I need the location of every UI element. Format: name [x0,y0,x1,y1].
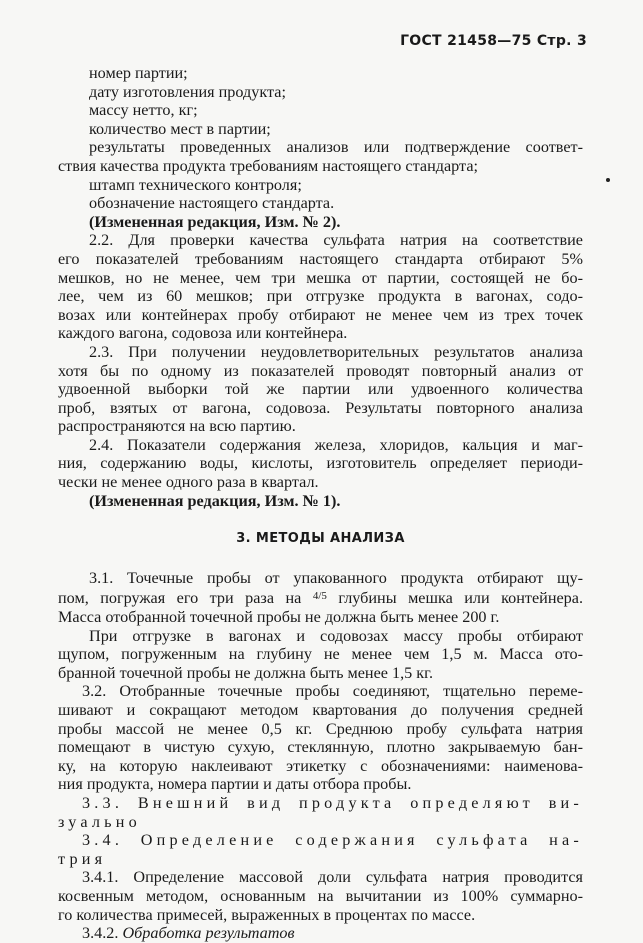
clause-number: 3.4.2. [82,924,119,943]
list-item: штамп технического контроля; [89,175,302,194]
paragraph-line: При отгрузке в вагонах и содовозах массу пробы отбирают [89,626,583,645]
paragraph-line: помещают в чистую сухую, стеклянную, плотно закрываемую бан- [58,738,583,757]
paragraph-line: возах или контейнерах пробу отбирают не менее чем из трех точек [58,305,583,324]
paragraph-line: хотя бы по одному из показателей проводят повторный анализ от [58,361,583,380]
paragraph-line [58,587,583,608]
paragraph-line: 3.2. Отобранные точечные пробы соединяют, тщательно переме- [82,682,583,701]
clause-title: Обработка результатов [122,924,295,943]
paragraph-line: мешков, но не менее, чем три мешка от партии, состоящей не бо- [58,268,583,287]
subsection-heading: зуально [58,812,141,831]
text-fragment: глубины мешка или контейнера. [338,589,584,608]
paragraph-line: пробы массой не менее 0,5 кг. Среднюю пробу сульфата натрия [58,719,583,738]
paragraph-line: его показателей требованиям настоящего стандарта отбирают 5% [58,249,583,268]
paragraph-line: каждого вагона, содовоза или контейнера. [58,324,348,343]
paragraph-line: 2.4. Показатели содержания железа, хлоридов, кальция и маг- [89,435,583,454]
paragraph-line: бранной точечной пробы не должна быть менее 1,5 кг. [58,663,434,682]
paragraph-line: 2.3. При получении неудовлетворительных результатов анализа [89,342,583,361]
section-title: 3. МЕТОДЫ АНАЛИЗА [236,531,405,547]
paragraph-line: ния, содержанию воды, кислоты, изготовитель определяет периоди- [58,454,583,473]
paragraph-line: косвенным методом, основанным на вычитании из 100% суммарно- [58,886,583,905]
paragraph-line: 3.1. Точечные пробы от упакованного продукта отбирают щу- [89,568,583,587]
list-item: результаты проведенных анализов или подтверждение соответ- [89,138,583,157]
document-body [58,64,583,943]
paragraph-line [58,924,583,943]
subsection-heading: 3.4. Определение содержания сульфата на- [82,831,583,850]
paragraph-line: чески не менее одного раза в квартал. [58,473,319,492]
paragraph-line: проб, взятых от вагона, содовоза. Результаты повторного анализа [58,398,583,417]
paragraph-line: 2.2. Для проверки качества сульфата натрия на соответствие [89,231,583,250]
page-header: ГОСТ 21458—75 Стр. 3 [400,33,587,49]
list-item: ствия качества продукта требованиям настоящего стандарта; [58,156,478,175]
paragraph-line: Масса отобранной точечной пробы не должна быть менее 200 г. [58,608,500,627]
paragraph-line: распространяются на всю партию. [58,417,296,436]
margin-dot [606,178,610,182]
paragraph-line: ния продукта, номера партии и даты отбора пробы. [58,775,412,794]
paragraph-line: 3.4.1. Определение массовой доли сульфата натрия проводится [82,868,583,887]
amendment-note: (Измененная редакция, Изм. № 1). [89,491,341,510]
list-item: дату изготовления продукта; [89,82,286,101]
list-item: обозначение настоящего стандарта. [89,194,335,213]
paragraph-line: лее, чем из 60 мешков; при отгрузке продукта в вагонах, содо- [58,287,583,306]
paragraph-line: го количества примесей, выраженных в процентах по массе. [58,905,476,924]
amendment-note: (Измененная редакция, Изм. № 2). [89,212,341,231]
subsection-heading: трия [58,849,107,868]
list-item: массу нетто, кг; [89,101,198,120]
paragraph-line: ку, на которую наклеивают этикетку с обозначениями: наименова- [58,756,583,775]
paragraph-line: щупом, погруженным на глубину не менее чем 1,5 м. Масса ото- [58,645,583,664]
list-item: количество мест в партии; [89,119,271,138]
text-fragment: пом, погружая его три раза на [58,589,302,608]
paragraph-line: шивают и сокращают методом квартования до получения средней [58,701,583,719]
paragraph-line: удвоенной выборки той же партии или удвоенного количества [58,380,583,399]
list-item: номер партии; [89,64,188,82]
fraction: 4/5 [312,590,327,603]
subsection-heading: 3.3. Внешний вид продукта определяют ви- [82,793,583,812]
